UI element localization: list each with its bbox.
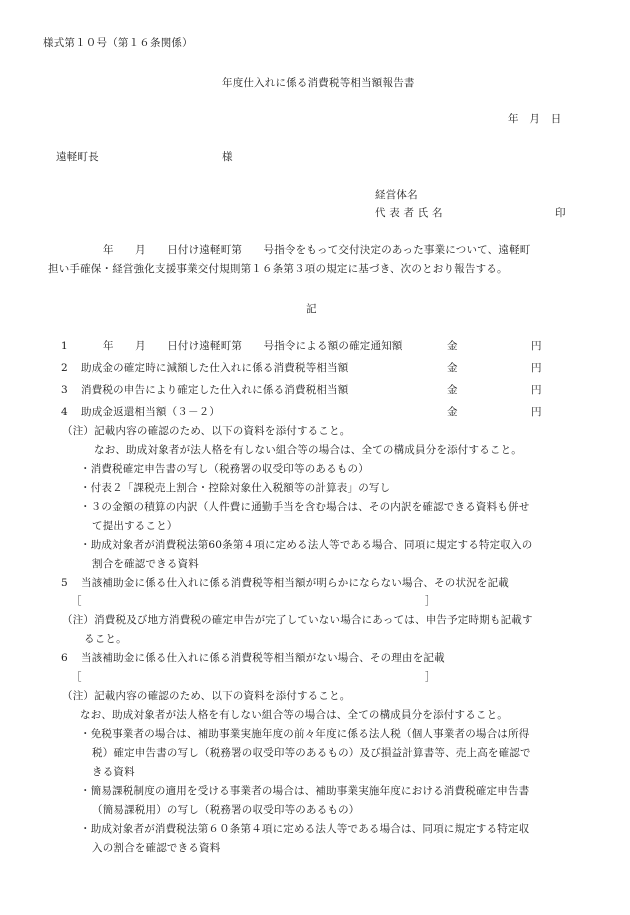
note-1-bullet-4-cont: 割合を確認できる資料 <box>92 558 199 570</box>
item-3-yen: 円 <box>531 384 542 396</box>
item-5-bracket-close: ］ <box>425 595 436 607</box>
body-line-2: 担い手確保・経営強化支援事業交付規則第１６条第３項の規定に基づき、次のとおり報告する。 <box>48 263 508 275</box>
addressee-suffix: 様 <box>222 151 233 163</box>
note-3-head: （注）記載内容の確認のため、以下の資料を添付すること。 <box>62 690 351 702</box>
item-4-yen: 円 <box>531 406 542 418</box>
note-1-bullet-1: ・消費税確定申告書の写し（税務署の収受印等のあるもの） <box>80 463 369 475</box>
item-2-number: 2 <box>61 362 68 374</box>
item-1-yen: 円 <box>531 340 542 352</box>
note-2-line-2: ること。 <box>84 633 127 645</box>
item-2-kin: 金 <box>447 362 458 374</box>
note-1-bullet-3-cont: て提出すること） <box>92 520 178 532</box>
item-1-text: 年 月 日付け遠軽町第 号指令による額の確定通知額 <box>103 340 403 352</box>
item-6-bracket-close: ］ <box>425 671 436 683</box>
item-1-kin: 金 <box>447 340 458 352</box>
ki-heading: 記 <box>306 303 317 315</box>
note-3-bullet-2: ・簡易課税制度の適用を受ける事業者の場合は、補助事業実施年度における消費税確定申告書 <box>80 785 530 797</box>
item-4-text: 助成金返還相当額（３－２） <box>81 406 221 418</box>
entity-label: 経営体名 <box>375 189 418 201</box>
item-1-number: 1 <box>61 340 68 352</box>
item-3-number: 3 <box>61 384 68 396</box>
item-5-number: 5 <box>61 577 68 589</box>
item-5-bracket-open: ［ <box>71 595 82 607</box>
item-3-kin: 金 <box>447 384 458 396</box>
addressee: 遠軽町長 <box>56 151 99 163</box>
note-1-head: （注）記載内容の確認のため、以下の資料を添付すること。 <box>62 425 351 437</box>
note-1-bullet-2: ・付表２「課税売上割合・控除対象仕入税額等の計算表」の写し <box>80 482 391 494</box>
note-3-sub: なお、助成対象者が法人格を有しない組合等の場合は、全ての構成員分を添付すること。 <box>80 709 508 721</box>
form-number: 様式第１０号（第１６条関係） <box>43 37 193 49</box>
date-line: 年 月 日 <box>508 113 562 125</box>
note-3-bullet-3: ・助成対象者が消費税法第６０条第４項に定める法人等である場合は、同項に規定する特定収 <box>80 823 530 835</box>
seal-label: 印 <box>555 207 566 219</box>
note-2-line-1: （注）消費税及び地方消費税の確定申告が完了していない場合にあっては、申告予定時期も記載す <box>62 614 533 626</box>
page-title: 年度仕入れに係る消費税等相当額報告書 <box>222 77 415 89</box>
body-line-1: 年 月 日付け遠軽町第 号指令をもって交付決定のあった事業について、遠軽町 <box>103 244 531 256</box>
note-1-sub: なお、助成対象者が法人格を有しない組合等の場合は、全ての構成員分を添付すること。 <box>94 444 522 456</box>
item-2-text: 助成金の確定時に減額した仕入れに係る消費税等相当額 <box>81 362 349 374</box>
item-3-text: 消費税の申告により確定した仕入れに係る消費税相当額 <box>81 384 349 396</box>
representative-label: 代 表 者 氏 名 <box>375 207 443 219</box>
note-3-bullet-3-cont: 入の割合を確認できる資料 <box>92 842 221 854</box>
item-5-text: 当該補助金に係る仕入れに係る消費税等相当額が明らかにならない場合、その状況を記載 <box>81 577 509 589</box>
note-3-bullet-1-cont-2: きる資料 <box>92 766 135 778</box>
item-6-number: 6 <box>61 652 68 664</box>
item-6-text: 当該補助金に係る仕入れに係る消費税等相当額がない場合、その理由を記載 <box>81 652 445 664</box>
note-3-bullet-2-cont: （簡易課税用）の写し（税務署の収受印等のあるもの） <box>92 804 360 816</box>
note-3-bullet-1-cont-1: 税）確定申告書の写し（税務署の収受印等のあるもの）及び損益計算書等、売上高を確認で <box>92 747 531 759</box>
note-1-bullet-4: ・助成対象者が消費税法第60条第４項に定める法人等である場合、同項に規定する特定収入の <box>80 539 533 551</box>
item-6-bracket-open: ［ <box>71 671 82 683</box>
note-1-bullet-3: ・３の金額の積算の内訳（人件費に通勤手当を含む場合は、その内訳を確認できる資料も併せ <box>80 501 530 513</box>
item-4-kin: 金 <box>447 406 458 418</box>
note-3-bullet-1: ・免税事業者の場合は、補助事業実施年度の前々年度に係る法人税（個人事業者の場合は所得 <box>80 728 530 740</box>
item-2-yen: 円 <box>531 362 542 374</box>
item-4-number: 4 <box>61 406 68 418</box>
